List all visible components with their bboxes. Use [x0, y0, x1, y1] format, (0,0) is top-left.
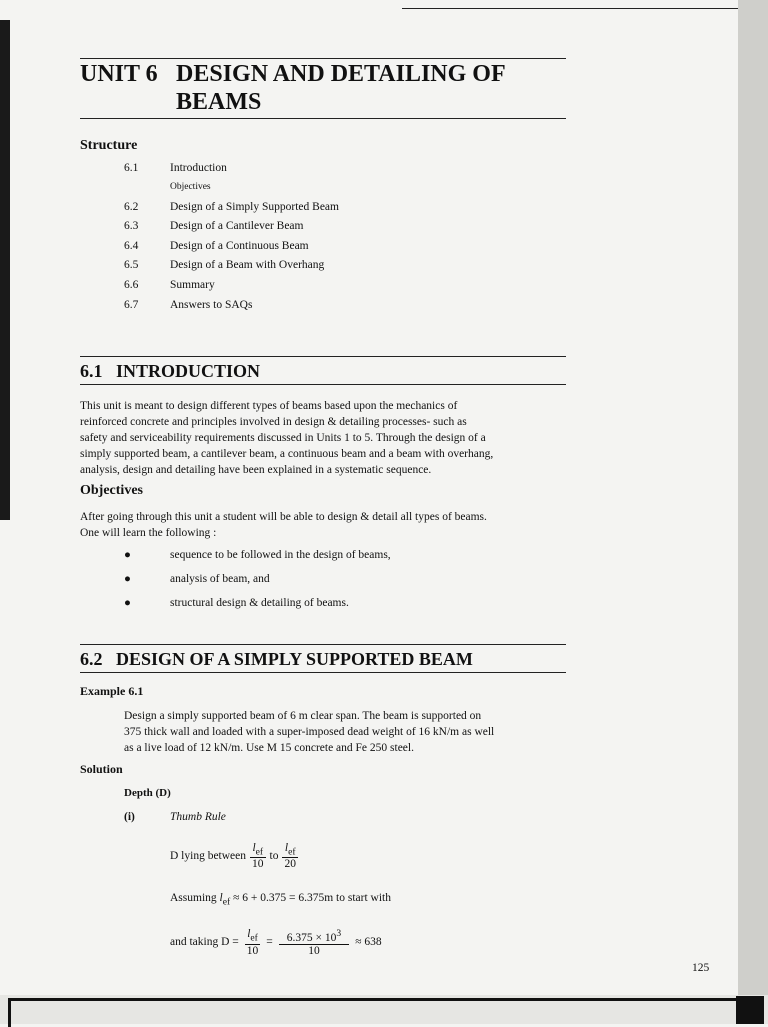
section62-top-rule	[80, 644, 566, 645]
toc-row: 6.2 Design of a Simply Supported Beam	[124, 201, 339, 213]
title-top-rule	[80, 58, 566, 59]
objectives-heading: Objectives	[80, 483, 143, 498]
depth-label: Depth (D)	[124, 787, 171, 799]
title-bottom-rule	[80, 118, 566, 119]
intro-paragraph: This unit is meant to design different types of beams based upon the mechanics of reinforced concrete and principles involved in design & detailing processes- such as safety and serviceability requirements discussed in Units 1 to 5. Through the design of a simply supported beam, a cantilever beam, a continuous beam and a beam with overhang, analysis, design and detailing have been explained in a systematic sequence.	[80, 400, 494, 476]
equation-depth-value: and taking D = $\frac{l_{ef}}{10}$ = $\frac{6.375 \times 10^3}{10}$ ≈ 638	[170, 928, 382, 957]
solution-label: Solution	[80, 762, 123, 776]
unit-title-line1: DESIGN AND DETAILING OF	[176, 61, 506, 87]
unit-label: UNIT 6	[80, 61, 158, 87]
objective-bullet: ● sequence to be followed in the design of beams,	[124, 549, 391, 561]
step-title: Thumb Rule	[170, 811, 226, 823]
structure-heading: Structure	[80, 138, 138, 153]
objective-bullet: ● analysis of beam, and	[124, 573, 270, 585]
toc-row: 6.6 Summary	[124, 279, 215, 291]
toc-row: Objectives	[170, 182, 211, 192]
section62-bottom-rule	[80, 672, 566, 673]
scan-left-edge	[0, 20, 10, 520]
equation-effective-span: Assuming $l_{ef} \approx 6 + 0.375 = 6.375m$ to start with	[170, 892, 391, 908]
example-text: Design a simply supported beam of 6 m clear span. The beam is supported on 375 thick wall and loaded with a super-imposed dead weight of 16 kN/m as well as a live load of 12 kN/m. Use M 15 concrete and Fe 250 steel.	[124, 710, 495, 754]
toc-row: 6.1 Introduction	[124, 162, 227, 174]
intro-heading: 6.1 INTRODUCTION	[80, 361, 261, 381]
section62-heading: 6.2 DESIGN OF A SIMPLY SUPPORTED BEAM	[80, 649, 473, 669]
toc-row: 6.4 Design of a Continuous Beam	[124, 240, 309, 252]
page-number: 125	[692, 962, 710, 974]
scan-corner-mark	[736, 996, 764, 1024]
step-number: (i)	[124, 811, 135, 823]
scan-right-edge	[738, 0, 768, 1024]
example-label: Example 6.1	[80, 684, 144, 698]
toc-row: 6.5 Design of a Beam with Overhang	[124, 259, 325, 271]
scan-top-line	[402, 8, 738, 9]
intro-bottom-rule	[80, 384, 566, 385]
scan-bottom-bracket	[8, 998, 741, 1027]
unit-title-line2: BEAMS	[176, 89, 262, 115]
toc-row: 6.7 Answers to SAQs	[124, 299, 253, 311]
intro-top-rule	[80, 356, 566, 357]
equation-depth-range: D lying between $\frac{l_{ef}}{10}$ to $\frac{l_{ef}}{20}$	[170, 842, 296, 871]
objectives-paragraph: After going through this unit a student will be able to design & detail all types of beams. One will learn the following :	[80, 511, 487, 539]
toc-row: 6.3 Design of a Cantilever Beam	[124, 220, 304, 232]
objective-bullet: ● structural design & detailing of beams.	[124, 597, 349, 609]
